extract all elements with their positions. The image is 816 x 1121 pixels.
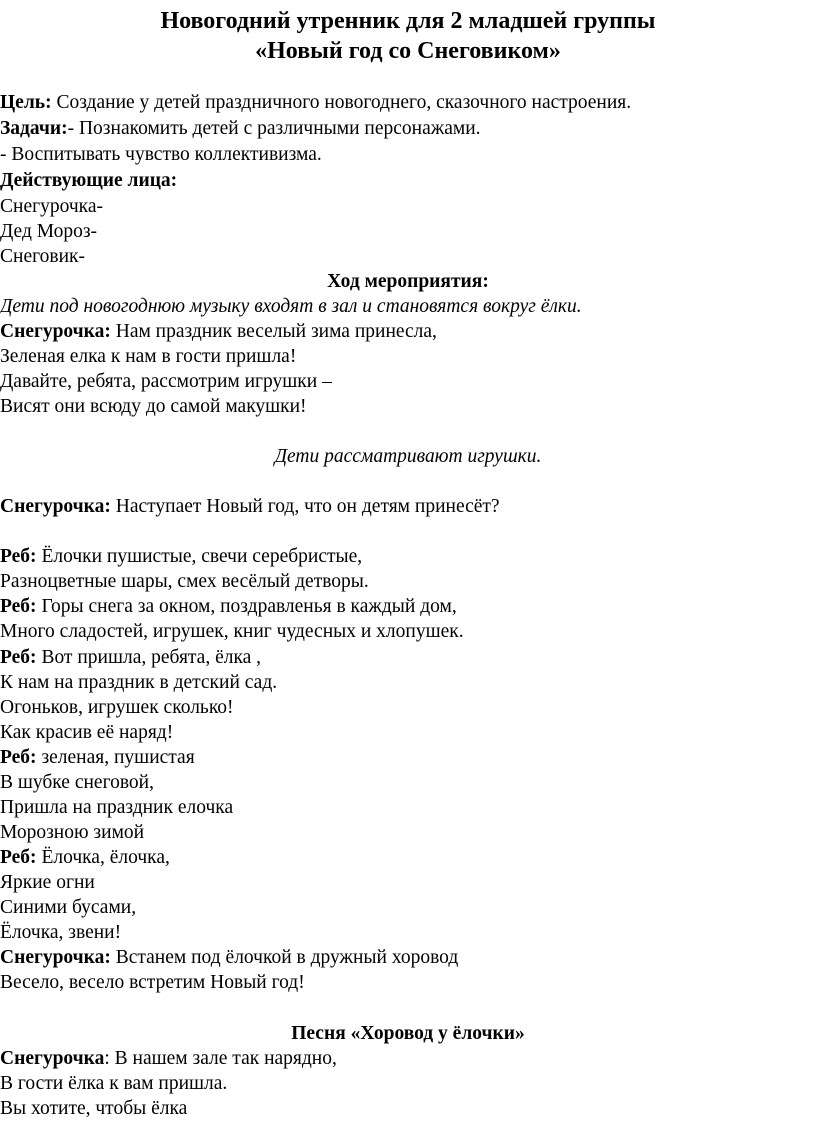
verse-line: Синими бусами, xyxy=(0,897,137,918)
title-line-1: Новогодний утренник для 2 младшей группы xyxy=(160,8,656,34)
speaker-label: Снегурочка xyxy=(0,1048,105,1069)
speaker-label: Снегурочка: xyxy=(0,321,111,342)
title-line-2: «Новый год со Снеговиком» xyxy=(255,38,561,64)
verse-line xyxy=(0,494,500,519)
cast-item: Снегурочка- xyxy=(0,196,103,217)
verse-line xyxy=(0,1046,337,1071)
verse-line xyxy=(0,544,362,569)
tasks-text: - Познакомить детей с различными персонажами. xyxy=(67,118,481,139)
event-heading-text: Ход мероприятия: xyxy=(327,271,489,292)
speaker-label: Снегурочка: xyxy=(0,496,111,517)
verse-line: Пришла на праздник елочка xyxy=(0,797,234,818)
speaker-label: Реб: xyxy=(0,596,37,617)
verse-text: Горы снега за окном, поздравленья в каждый дом, xyxy=(36,596,457,617)
verse-text: Наступает Новый год, что он детям принесёт? xyxy=(110,496,500,517)
cast-item: Снеговик- xyxy=(0,246,85,267)
speaker-label: Реб: xyxy=(0,647,37,668)
verse-text: Нам праздник веселый зима принесла, xyxy=(110,321,437,342)
verse-line: Разноцветные шары, смех весёлый детворы. xyxy=(0,571,369,592)
verse-line xyxy=(0,745,195,770)
stage-direction-2-text: Дети рассматривают игрушки. xyxy=(274,446,542,467)
verse-line: В шубке снеговой, xyxy=(0,772,154,793)
verse-line: Давайте, ребята, рассмотрим игрушки – xyxy=(0,371,332,392)
verse-line: К нам на праздник в детский сад. xyxy=(0,672,278,693)
verse-line xyxy=(0,594,457,619)
song-title xyxy=(0,1021,816,1046)
stage-direction-2 xyxy=(0,444,816,469)
verse-line: Зеленая елка к нам в гости пришла! xyxy=(0,346,297,367)
verse-line xyxy=(0,319,437,344)
verse-line: Как красив её наряд! xyxy=(0,722,174,743)
cast-heading-text: Действующие лица: xyxy=(0,170,178,191)
verse-text: В нашем зале так нарядно, xyxy=(109,1048,337,1069)
verse-line: Яркие огни xyxy=(0,872,95,893)
speaker-label: Реб: xyxy=(0,546,37,567)
verse-line xyxy=(0,945,458,970)
event-heading xyxy=(0,269,816,294)
goal-label: Цель: xyxy=(0,92,52,113)
verse-line: Огоньков, игрушек сколько! xyxy=(0,697,234,718)
verse-line: Весело, весело встретим Новый год! xyxy=(0,972,305,993)
stage-direction-text: Дети под новогоднюю музыку входят в зал и становятся вокруг ёлки. xyxy=(0,296,582,317)
tasks-line-2: - Воспитывать чувство коллективизма. xyxy=(0,144,322,165)
goal-text: Создание у детей праздничного новогоднего, сказочного настроения. xyxy=(51,92,632,113)
speaker-label: Снегурочка: xyxy=(0,947,111,968)
cast-heading xyxy=(0,168,177,193)
tasks-line xyxy=(0,116,481,141)
verse-line xyxy=(0,645,261,670)
verse-text: Встанем под ёлочкой в дружный хоровод xyxy=(110,947,459,968)
stage-direction xyxy=(0,294,582,319)
verse-text: Ёлочка, ёлочка, xyxy=(36,847,170,868)
speaker-colon: : xyxy=(104,1048,110,1069)
goal-line xyxy=(0,90,631,115)
verse-text: Вот пришла, ребята, ёлка , xyxy=(36,647,262,668)
tasks-label: Задачи: xyxy=(0,118,68,139)
verse-text: зеленая, пушистая xyxy=(36,747,195,768)
verse-line: Морозною зимой xyxy=(0,822,145,843)
cast-item: Дед Мороз- xyxy=(0,221,98,242)
verse-line: Вы хотите, чтобы ёлка xyxy=(0,1098,188,1119)
song-title-text: Песня «Хоровод у ёлочки» xyxy=(291,1023,525,1044)
speaker-label: Реб: xyxy=(0,747,37,768)
verse-line xyxy=(0,845,170,870)
verse-line: Ёлочка, звени! xyxy=(0,922,122,943)
verse-line: Много сладостей, игрушек, книг чудесных и хлопушек. xyxy=(0,621,464,642)
verse-line: Висят они всюду до самой макушки! xyxy=(0,396,307,417)
verse-text: Ёлочки пушистые, свечи серебристые, xyxy=(36,546,363,567)
verse-line: В гости ёлка к вам пришла. xyxy=(0,1073,228,1094)
speaker-label: Реб: xyxy=(0,847,37,868)
